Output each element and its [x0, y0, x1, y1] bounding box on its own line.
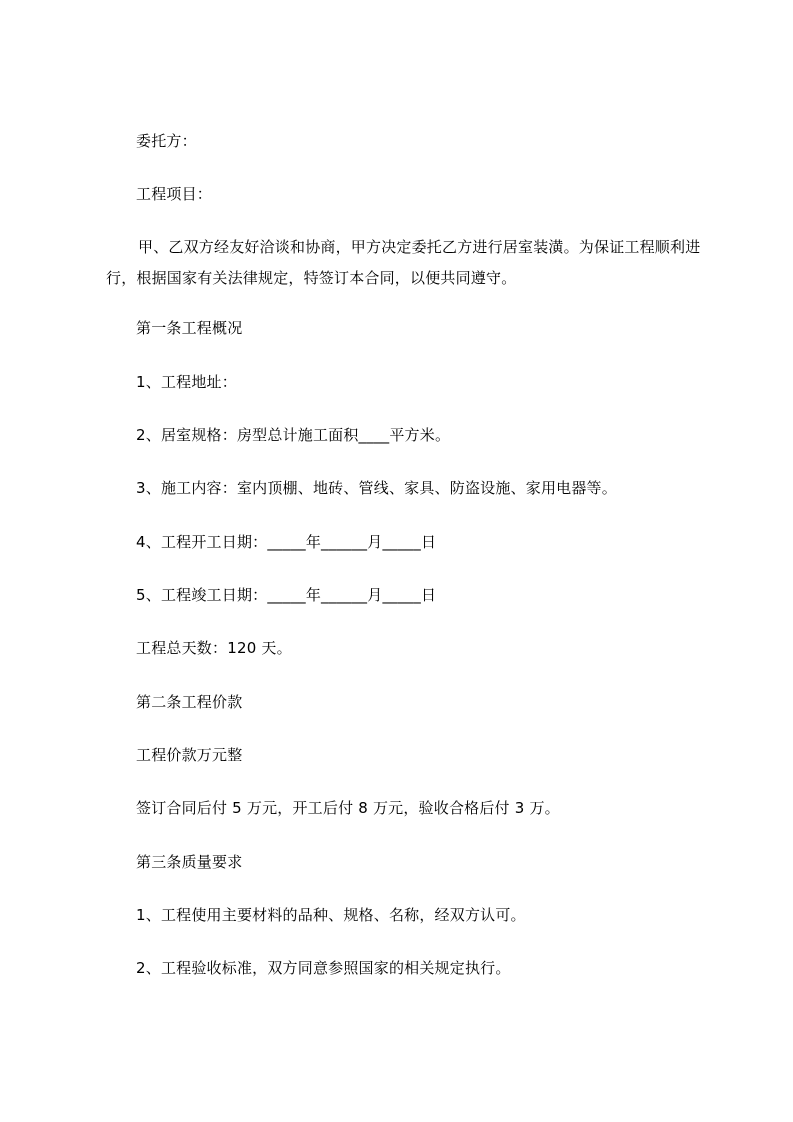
intro-paragraph: 甲、乙双方经友好洽谈和协商，甲方决定委托乙方进行居室装潢。为保证工程顺利进行，根据国家有关法律规定，特签订本合同，以便共同遵守。 [106, 238, 701, 287]
article3-heading: 第三条质量要求 [136, 853, 243, 871]
item-start-date: 4、工程开工日期：_____年______月_____日 [136, 533, 437, 551]
payment-line: 签订合同后付 5 万元，开工后付 8 万元，验收合格后付 3 万。 [136, 799, 560, 817]
quality-item-2: 2、工程验收标准，双方同意参照国家的相关规定执行。 [136, 959, 511, 977]
item-content: 3、施工内容：室内顶棚、地砖、管线、家具、防盗设施、家用电器等。 [136, 479, 617, 497]
item-end-date: 5、工程竣工日期：_____年______月_____日 [136, 586, 437, 604]
item-address: 1、工程地址： [136, 373, 237, 391]
total-days: 工程总天数：120 天。 [136, 639, 292, 657]
quality-item-1: 1、工程使用主要材料的品种、规格、名称，经双方认可。 [136, 906, 526, 924]
project-line: 工程项目： [136, 185, 213, 203]
article1-heading: 第一条工程概况 [136, 319, 243, 337]
client-line: 委托方： [136, 132, 197, 150]
item-spec: 2、居室规格：房型总计施工面积____平方米。 [136, 426, 451, 444]
article2-heading: 第二条工程价款 [136, 693, 243, 711]
price-line: 工程价款万元整 [136, 746, 243, 764]
